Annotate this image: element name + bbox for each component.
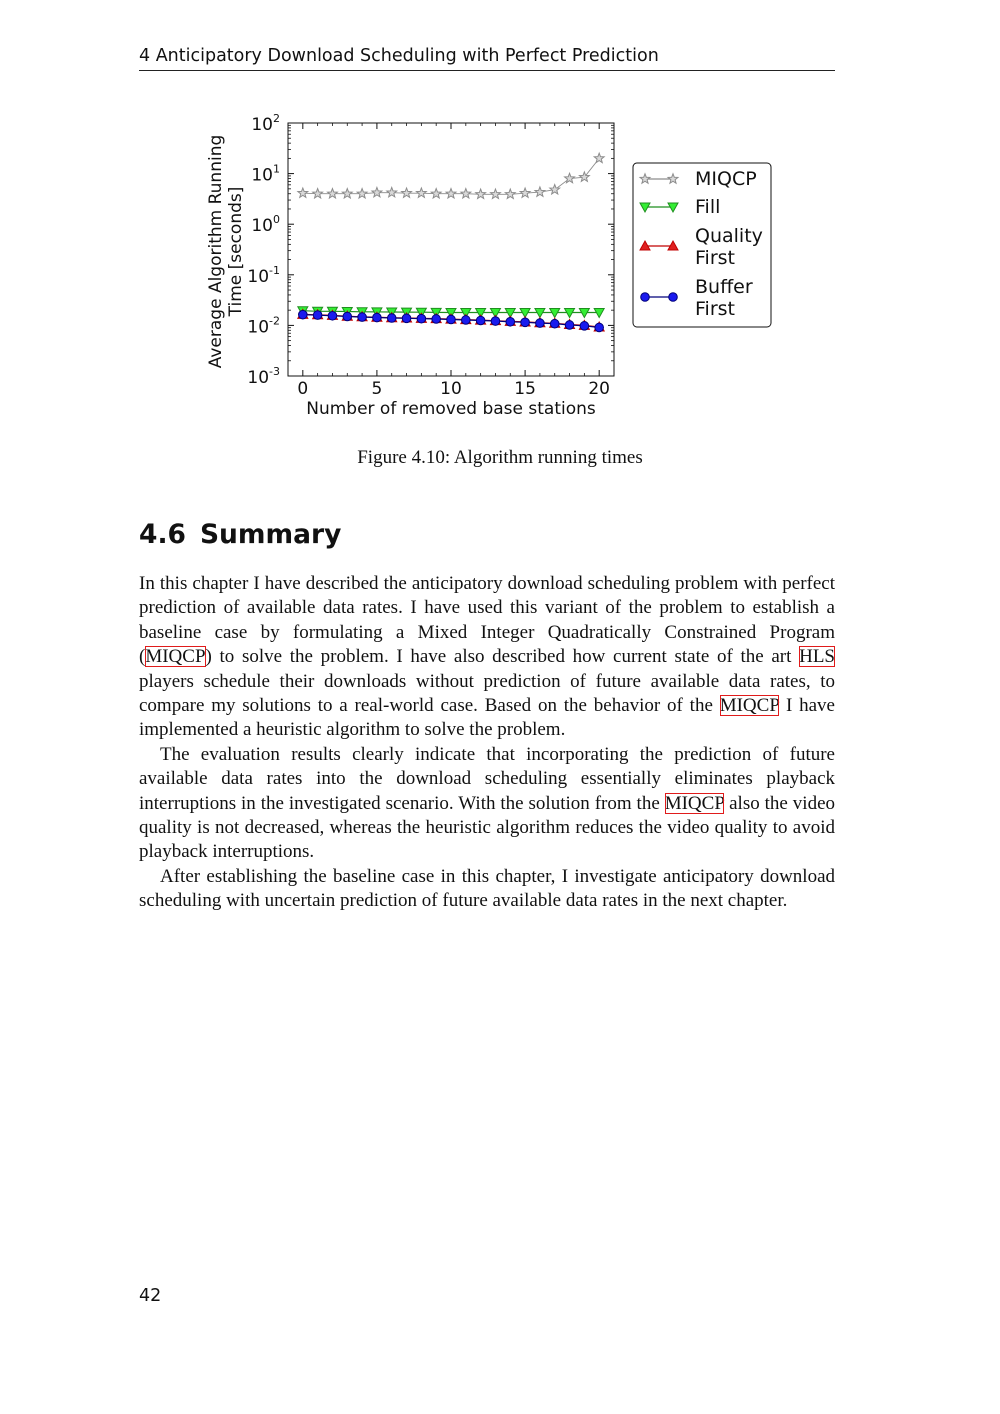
data-point [550,319,559,328]
data-point [462,316,471,325]
figure-caption: Figure 4.10: Algorithm running times [357,447,643,468]
y-tick-label: $10^{-1}$ [247,263,280,287]
paragraph-text: ) to solve the problem. I have also described how current state of the art [205,646,800,668]
data-point [520,188,530,197]
data-point [550,185,560,194]
y-tick-label: $10^0$ [251,213,280,237]
acronym-link-miqcp[interactable]: MIQCP [664,792,725,814]
data-point [357,189,367,198]
paragraph-1 [139,572,835,743]
summary-body [139,572,835,914]
data-point [313,311,322,320]
data-point [402,188,412,197]
data-point [342,189,352,198]
legend-label-buffer-first: First [695,298,735,320]
paragraph-text: In this chapter I have described the anticipatory download scheduling problem with perfect prediction of available data rates. I have used this variant of the problem to establish a baseline case by formulating a Mixed Integer Quadratically Constrained Program ( [139,573,835,668]
y-tick-label: $10^2$ [251,112,280,135]
data-point [521,318,530,327]
acronym-link-hls[interactable]: HLS [799,646,835,668]
data-point [594,153,604,162]
data-point [476,189,486,198]
data-point [446,189,456,198]
acronym-link-miqcp[interactable]: MIQCP [719,695,780,717]
data-point [431,189,441,198]
legend-label-quality-first: First [695,247,735,269]
y-axis-label: Time [seconds] [226,186,246,317]
x-tick-label: 10 [440,379,462,399]
data-point [343,312,352,321]
paragraph-3: After establishing the baseline case in this chapter, I investigate anticipatory download scheduling with uncertain prediction of future available data rates in the next chapter. [139,865,835,912]
x-tick-label: 0 [297,379,309,399]
paragraph-text: The evaluation results clearly indicate that incorporating the prediction of future available data rates into the download scheduling essentially eliminates playback interruptions in the investigated scenario. With the solution from the [139,743,835,814]
legend-marker-buffer-first [641,293,650,302]
data-point [476,316,485,325]
x-axis-label: Number of removed base stations [306,399,596,419]
data-point [491,317,500,326]
section-heading [139,519,341,550]
acronym-link-miqcp[interactable]: MIQCP [145,646,206,668]
data-point [358,313,367,322]
data-point [417,314,426,323]
data-point [505,189,515,198]
data-point [565,321,574,330]
data-point [491,189,501,198]
y-tick-label: $10^{-2}$ [247,314,280,338]
x-tick-label: 5 [371,379,383,399]
y-axis-label: Average Algorithm Running [206,134,226,369]
x-tick-label: 20 [588,379,611,399]
data-point [313,189,323,198]
legend-label-fill: Fill [695,196,721,218]
legend-marker-buffer-first [669,293,678,302]
data-point [373,313,382,322]
data-point [536,319,545,328]
paragraph-2 [139,743,835,865]
y-tick-label: $10^1$ [251,162,280,186]
x-tick-label: 15 [514,379,536,399]
data-point [506,317,515,326]
data-point [595,323,604,332]
data-point [461,189,471,198]
legend-label-quality-first: Quality [695,225,763,247]
running-head: 4 Anticipatory Download Scheduling with Perfect Prediction [139,46,835,71]
paragraph-text: I have implemented a heuristic algorithm to solve the problem. [139,695,835,741]
section-title: Summary [199,519,342,550]
data-point [298,188,308,197]
data-point [535,187,545,196]
section-number: 4.6 [139,519,186,550]
chart-figure [195,105,785,430]
data-point [328,189,338,198]
legend-label-miqcp: MIQCP [695,168,757,190]
y-tick-label: $10^{-3}$ [247,365,280,388]
data-point [328,311,337,320]
plot-frame [288,123,614,376]
data-point [299,310,308,319]
data-point [580,322,589,331]
data-point [387,314,396,323]
paragraph-text: players schedule their downloads without prediction of future available data rates, to compare my solutions to a real-world case. Based on the behavior of the [139,670,835,717]
data-point [447,315,456,324]
paragraph-text: also the video quality is not decreased, whereas the heuristic algorithm reduces the video quality to avoid playback interruptions. [139,792,836,863]
data-point [387,187,397,196]
data-point [372,187,382,196]
legend-label-buffer-first: Buffer [695,276,753,298]
data-point [416,188,426,197]
page-number: 42 [139,1286,162,1306]
data-point [432,315,441,324]
data-point [402,314,411,323]
